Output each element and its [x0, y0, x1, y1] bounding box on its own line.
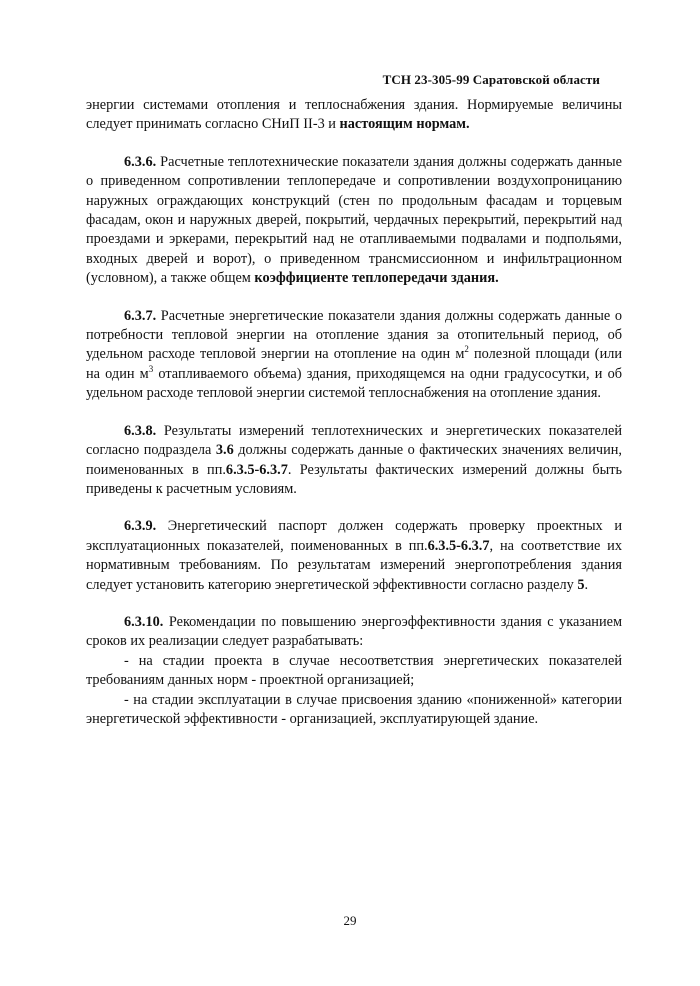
list-item-design-stage: - на стадии проекта в случае несоответствия энергетических показателей требованиям данных норм - проектной организацией; [86, 652, 622, 689]
section-6-3-7 [86, 307, 622, 404]
reference-items: 6.3.5-6.3.7 [225, 461, 288, 478]
section-text-1: Энергетический паспорт должен содержать проверку проектных и эксплуатационных показателей, поименованных в пп. [86, 518, 622, 554]
section-text: Расчетные теплотехнические показатели здания должны содержать данные о приведенном сопротивлении теплопередаче и сопротивлении воздухопроницанию наружных ограждающих конструкций (стен по продольным фасадам и торцевым фасадам, окон и наружных дверей, покрытий, чердачных перекрытий, перекрытий над проездами и эркерами, перекрытий над не отапливаемыми подвалами и подпольями, входных дверей и ворот), о приведенном трансмиссионном и инфильтрационном (условном), а также общем [86, 153, 622, 287]
section-6-3-6 [86, 153, 622, 289]
reference-subsection: 3.6 [215, 442, 234, 459]
section-6-3-9 [86, 517, 622, 595]
section-number: 6.3.10. [124, 613, 164, 630]
section-text-2: полезной площади (или на один м [86, 346, 623, 382]
page-number: 29 [343, 913, 357, 928]
section-number: 6.3.7. [124, 307, 157, 324]
section-text-2: должны содержать данные о фактических значениях величин, поименованных в пп. [86, 442, 622, 478]
section-6-3-10 [86, 613, 622, 652]
section-text-3: . Результаты фактических измерений должны быть приведены к расчетным условиям. [86, 461, 622, 497]
section-text-3: . [584, 576, 589, 593]
section-text-1: Расчетные энергетические показатели здания должны содержать данные о потребности тепловой энергии на отопление здания за отопительный период, об удельном расходе тепловой энергии на отопление на один м [86, 307, 622, 363]
document-body [86, 96, 622, 747]
reference-section: 5 [577, 576, 585, 593]
reference-items: 6.3.5-6.3.7 [427, 537, 490, 554]
superscript-2: 2 [464, 344, 469, 355]
superscript-3: 3 [148, 363, 154, 374]
section-6-3-8 [86, 422, 622, 500]
section-text-2: , на соответствие их нормативным требованиям. По результатам измерений энергопотребления здания следует установить категорию энергетической эффективности согласно разделу [86, 537, 622, 593]
section-text-1: Результаты измерений теплотехнических и энергетических показателей согласно подраздела [86, 422, 622, 459]
standard-header: ТСН 23-305-99 Саратовской области [382, 72, 600, 87]
intro-bold-tail: настоящим нормам. [339, 116, 470, 133]
list-item-operation-stage: - на стадии эксплуатации в случае присвоения зданию «пониженной» категории энергетической эффективности - организацией, эксплуатирующей здание. [86, 691, 622, 727]
section-text: Рекомендации по повышению энергоэффективности здания с указанием сроков их реализации следует разрабатывать: [86, 613, 622, 650]
section-number: 6.3.8. [124, 422, 157, 439]
section-number: 6.3.6. [124, 153, 157, 170]
section-text-3: отапливаемого объема) здания, приходящемся на одни градусосутки, и об удельном расходе тепловой энергии системой теплоснабжения на отопление здания. [86, 365, 622, 402]
intro-paragraph [86, 96, 622, 135]
intro-text: энергии системами отопления и теплоснабжения здания. Нормируемые величины следует принимать согласно СНиП II-3 и [86, 97, 622, 133]
section-bold-tail: коэффициенте теплопередачи здания. [254, 270, 499, 287]
section-number: 6.3.9. [124, 518, 157, 535]
